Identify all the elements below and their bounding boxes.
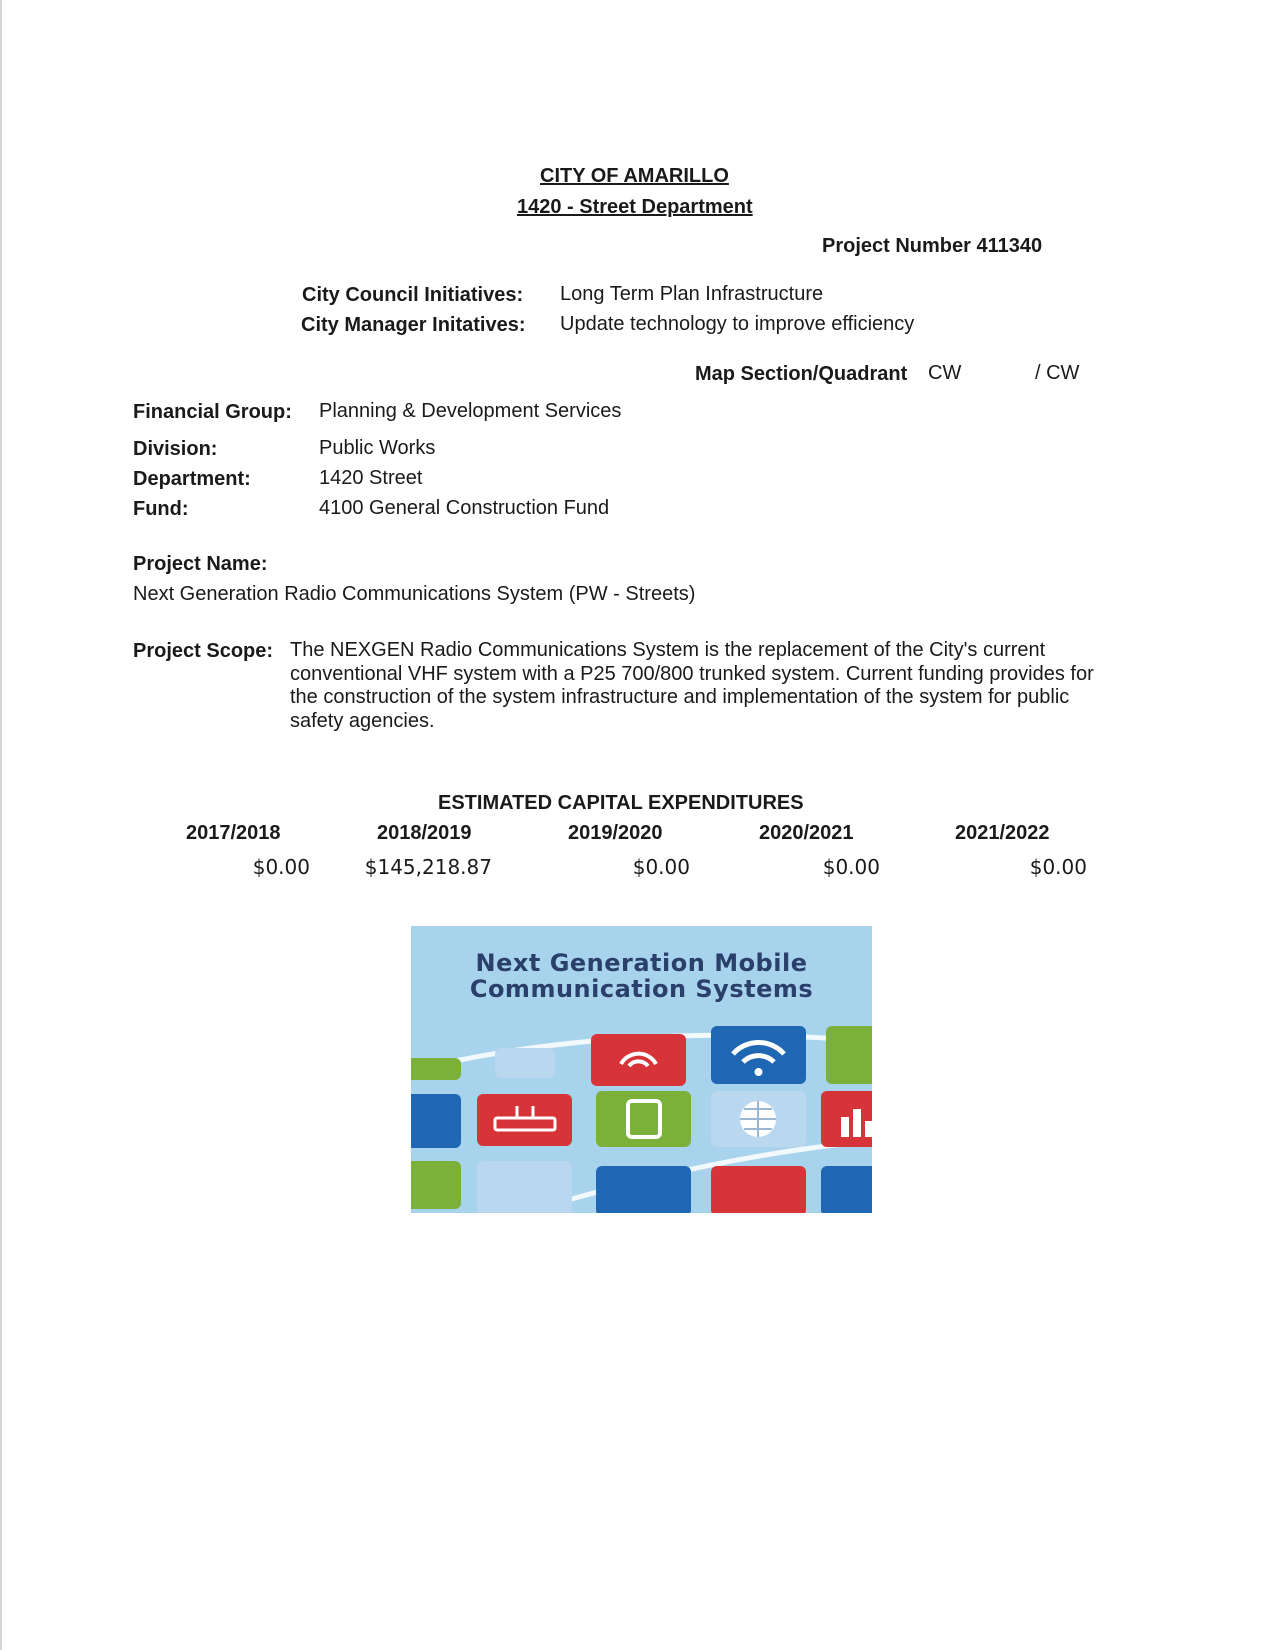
department-title: 1420 - Street Department: [517, 196, 753, 218]
amount-2017-2018: $0.00: [252, 855, 310, 879]
project-scope-text: The NEXGEN Radio Communications System is the replacement of the City's current conventional VHF system with a P25 700/800 trunked system. Current funding provides for the construction of the system infrastructure and implementation of the system for public safety agencies.: [290, 639, 1094, 732]
project-name-value: Next Generation Radio Communications System (PW - Streets): [133, 583, 696, 605]
year-2021-2022: 2021/2022: [955, 822, 1050, 844]
tile-blue-right: [821, 1166, 872, 1213]
year-2017-2018: 2017/2018: [186, 822, 281, 844]
year-2020-2021: 2020/2021: [759, 822, 854, 844]
scan-edge: [0, 0, 2, 1650]
amount-2019-2020: $0.00: [632, 855, 690, 879]
fund-value: 4100 General Construction Fund: [319, 497, 610, 519]
amount-2018-2019: $145,218.87: [364, 855, 492, 879]
council-initiatives-value: Long Term Plan Infrastructure: [560, 283, 824, 305]
department-label: Department:: [133, 468, 251, 490]
image-title: Next Generation Mobile Communication Systems: [469, 949, 814, 1003]
amount-2021-2022: $0.00: [1029, 855, 1087, 879]
map-section-value: CW: [928, 362, 962, 384]
tile-red-bottom: [711, 1166, 806, 1213]
chart-icon: [821, 1091, 872, 1147]
project-name-label: Project Name:: [133, 553, 268, 575]
fund-label: Fund:: [133, 498, 189, 520]
project-number-value: 411340: [976, 235, 1043, 257]
council-initiatives-label: City Council Initiatives:: [302, 284, 524, 306]
dish-icon: [477, 1161, 572, 1213]
amount-2020-2021: $0.00: [822, 855, 880, 879]
tablet-icon: [596, 1091, 691, 1147]
year-2019-2020: 2019/2020: [568, 822, 663, 844]
division-label: Division:: [133, 438, 218, 460]
project-number: [822, 235, 1042, 258]
laptop-icon: [411, 1161, 461, 1209]
tile-signal-light: [495, 1048, 555, 1078]
city-title: CITY OF AMARILLO: [540, 165, 729, 187]
project-scope-label: Project Scope:: [133, 640, 274, 662]
tile-green-edge: [411, 1058, 461, 1080]
map-section-label: Map Section/Quadrant: [695, 363, 908, 385]
manager-initiatives-value: Update technology to improve efficiency: [560, 313, 915, 335]
expenditures-title: ESTIMATED CAPITAL EXPENDITURES: [438, 792, 804, 814]
satellite-icon: [411, 1094, 461, 1148]
tile-blue-bottom: [596, 1166, 691, 1213]
tile-broadcast-red: [591, 1034, 686, 1086]
division-value: Public Works: [319, 437, 436, 459]
year-2018-2019: 2018/2019: [377, 822, 472, 844]
map-quadrant-value: / CW: [1035, 362, 1080, 384]
financial-group-value: Planning & Development Services: [319, 400, 622, 422]
router-icon: [477, 1094, 572, 1146]
manager-initiatives-label: City Manager Initatives:: [301, 314, 526, 336]
tile-green-right: [826, 1026, 872, 1084]
communication-systems-image: [411, 926, 872, 1213]
project-number-label: Project Number: [822, 235, 971, 257]
wifi-icon: [711, 1026, 806, 1084]
globe-icon: [711, 1091, 806, 1147]
financial-group-label: Financial Group:: [133, 401, 292, 423]
department-value: 1420 Street: [319, 467, 423, 489]
